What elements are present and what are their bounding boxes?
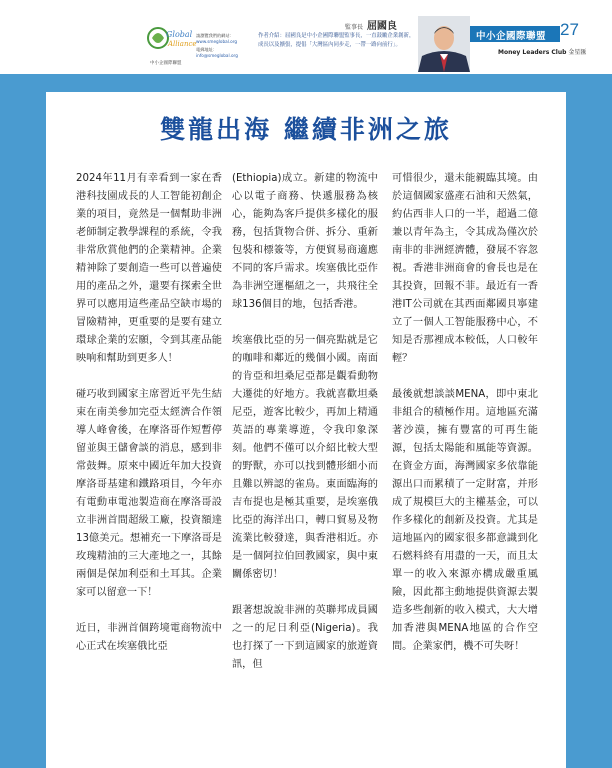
- contact-info: [196, 33, 258, 58]
- website-label: 請瀏覽我們的網站：: [196, 33, 234, 38]
- column-name-en: Money Leaders Club: [498, 49, 567, 56]
- email-link[interactable]: info@smeglobal.org: [196, 52, 238, 58]
- author-photo: [418, 16, 470, 72]
- paragraph: 可惜很少，還未能親臨其境。由於這個國家盛產石油和天然氣，約佔西非人口的一半，超過二億兼以青年為主，令其成為僅次於南非的非洲經濟體，發展不容忽視。香港非洲商會的會長也是在其投資，回報不菲。最近有一香港IT公司就在其西面鄰國貝寧建立了一個人工智能服務中心，不知是否那裡成本較低，人口較年輕？: [392, 173, 538, 364]
- website-link[interactable]: www.smeglobal.org: [196, 38, 238, 44]
- section-banner: [470, 26, 560, 42]
- article-column-3: [392, 170, 538, 674]
- page-header: [0, 0, 612, 72]
- paragraph: 2024年11月有幸看到一家在香港科技園成長的人工智能初創企業的項目，竟然是一個幫助非洲老師制定教學課程的系統，令我非常欣賞他們的企業精神。企業精神除了要創造一些可以普遍使用的產品之外，還要有探索全世界可以應用這些產品空缺市場的冒險精神，更重要的是要有建立環球企業的宏願，令到其產品能映响和幫助到更多人！: [76, 173, 222, 364]
- article-column-1: [76, 170, 222, 674]
- author-role: 監事長: [345, 24, 364, 31]
- article-column-2: [232, 170, 378, 692]
- article-title: 雙龍出海 繼續非洲之旅: [160, 115, 452, 144]
- column-name-zh: 金星匯: [568, 49, 587, 56]
- paragraph: 埃塞俄比亞的另一個亮點就是它的咖啡和鄰近的幾個小國。南面的肯亞和坦桑尼亞都是觀看動物大遷徙的好地方。我就喜歡坦桑尼亞，遊客比較少，再加上精通英語的專業導遊，令我印象深刻。他們不僅可以介紹比較大型的野獸，亦可以找到體形細小而且難以辨認的雀鳥。東面臨海的吉布提也是極其重要，是埃塞俄比亞的海洋出口，轉口貿易及物流業比較發達，與香港相近。亦是一個阿拉伯回教國家，與中東關係密切！: [232, 335, 378, 580]
- article-body: [46, 92, 566, 768]
- org-name-small: 中小企國際聯盟: [150, 61, 182, 66]
- page-number: 27: [560, 20, 579, 39]
- author-name: 屈國良: [366, 21, 397, 32]
- email-label: 電郵地址：: [196, 47, 217, 53]
- column-name: [498, 47, 586, 56]
- paragraph: 跟著想說說非洲的英聯邦成員國之一的尼日利亞(Nigeria)。我也打探了一下到這國家的旅遊資訊，但: [232, 605, 378, 670]
- svg-text:Alliance: Alliance: [168, 40, 197, 48]
- svg-text:Global: Global: [166, 30, 193, 39]
- author-description: 作者介紹：屈國良是中小企國際聯盟監事長，一直鼓勵企業創新，成長以及擴張，提倡「大灣區內同步走，一帶一路向前行」。: [258, 33, 415, 48]
- section-title: 中小企國際聯盟: [476, 31, 547, 42]
- paragraph: 碰巧收到國家主席習近平先生結束在南美參加完亞太經濟合作領導人峰會後，在摩洛哥作短暫停留並與王儲會談的消息，感到非常鼓舞。原來中國近年加大投資摩洛哥基建和鐵路項目，今年亦有電動車電池製造商在摩洛哥設立非洲首間超級工廠，投資額達13億美元。想補充一下摩洛哥是玫瑰精油的三大產地之一，其餘兩個是保加利亞和土耳其。企業家可以留意一下！: [76, 389, 222, 598]
- paragraph: 近日，非洲首個跨境電商物流中心正式在埃塞俄比亞: [76, 623, 222, 652]
- paragraph: 最後就想談談MENA，即中東北非組合的積極作用。這地區充滿著沙漠，擁有豐富的可再生能源，包括太陽能和風能等資源。在資金方面，海灣國家多依靠能源出口而累積了一定財富，并形成了規模巨大的主權基金，可以作多樣化的創新及投資。尤其是這地區內的國家很多都意識到化石燃料終有用盡的一天，而且太單一的收入來源亦構成嚴重風險，因此都主動地提供資源去製造多些創新的收入模式，大大增加香港與MENA地區的合作空間。企業家們，機不可失呀！: [392, 389, 538, 652]
- author-title: [345, 17, 397, 32]
- paragraph: (Ethiopia)成立。新建的物流中心以電子商務、快遞服務為核心，能夠為客戶提供多樣化的服務，包括貨物合併、拆分、重新包裝和標簽等，方便貿易商適應不同的客戶需求。埃塞俄比亞作為非洲空運樞紐之一，共飛往全球136個目的地，包括香港。: [232, 173, 378, 310]
